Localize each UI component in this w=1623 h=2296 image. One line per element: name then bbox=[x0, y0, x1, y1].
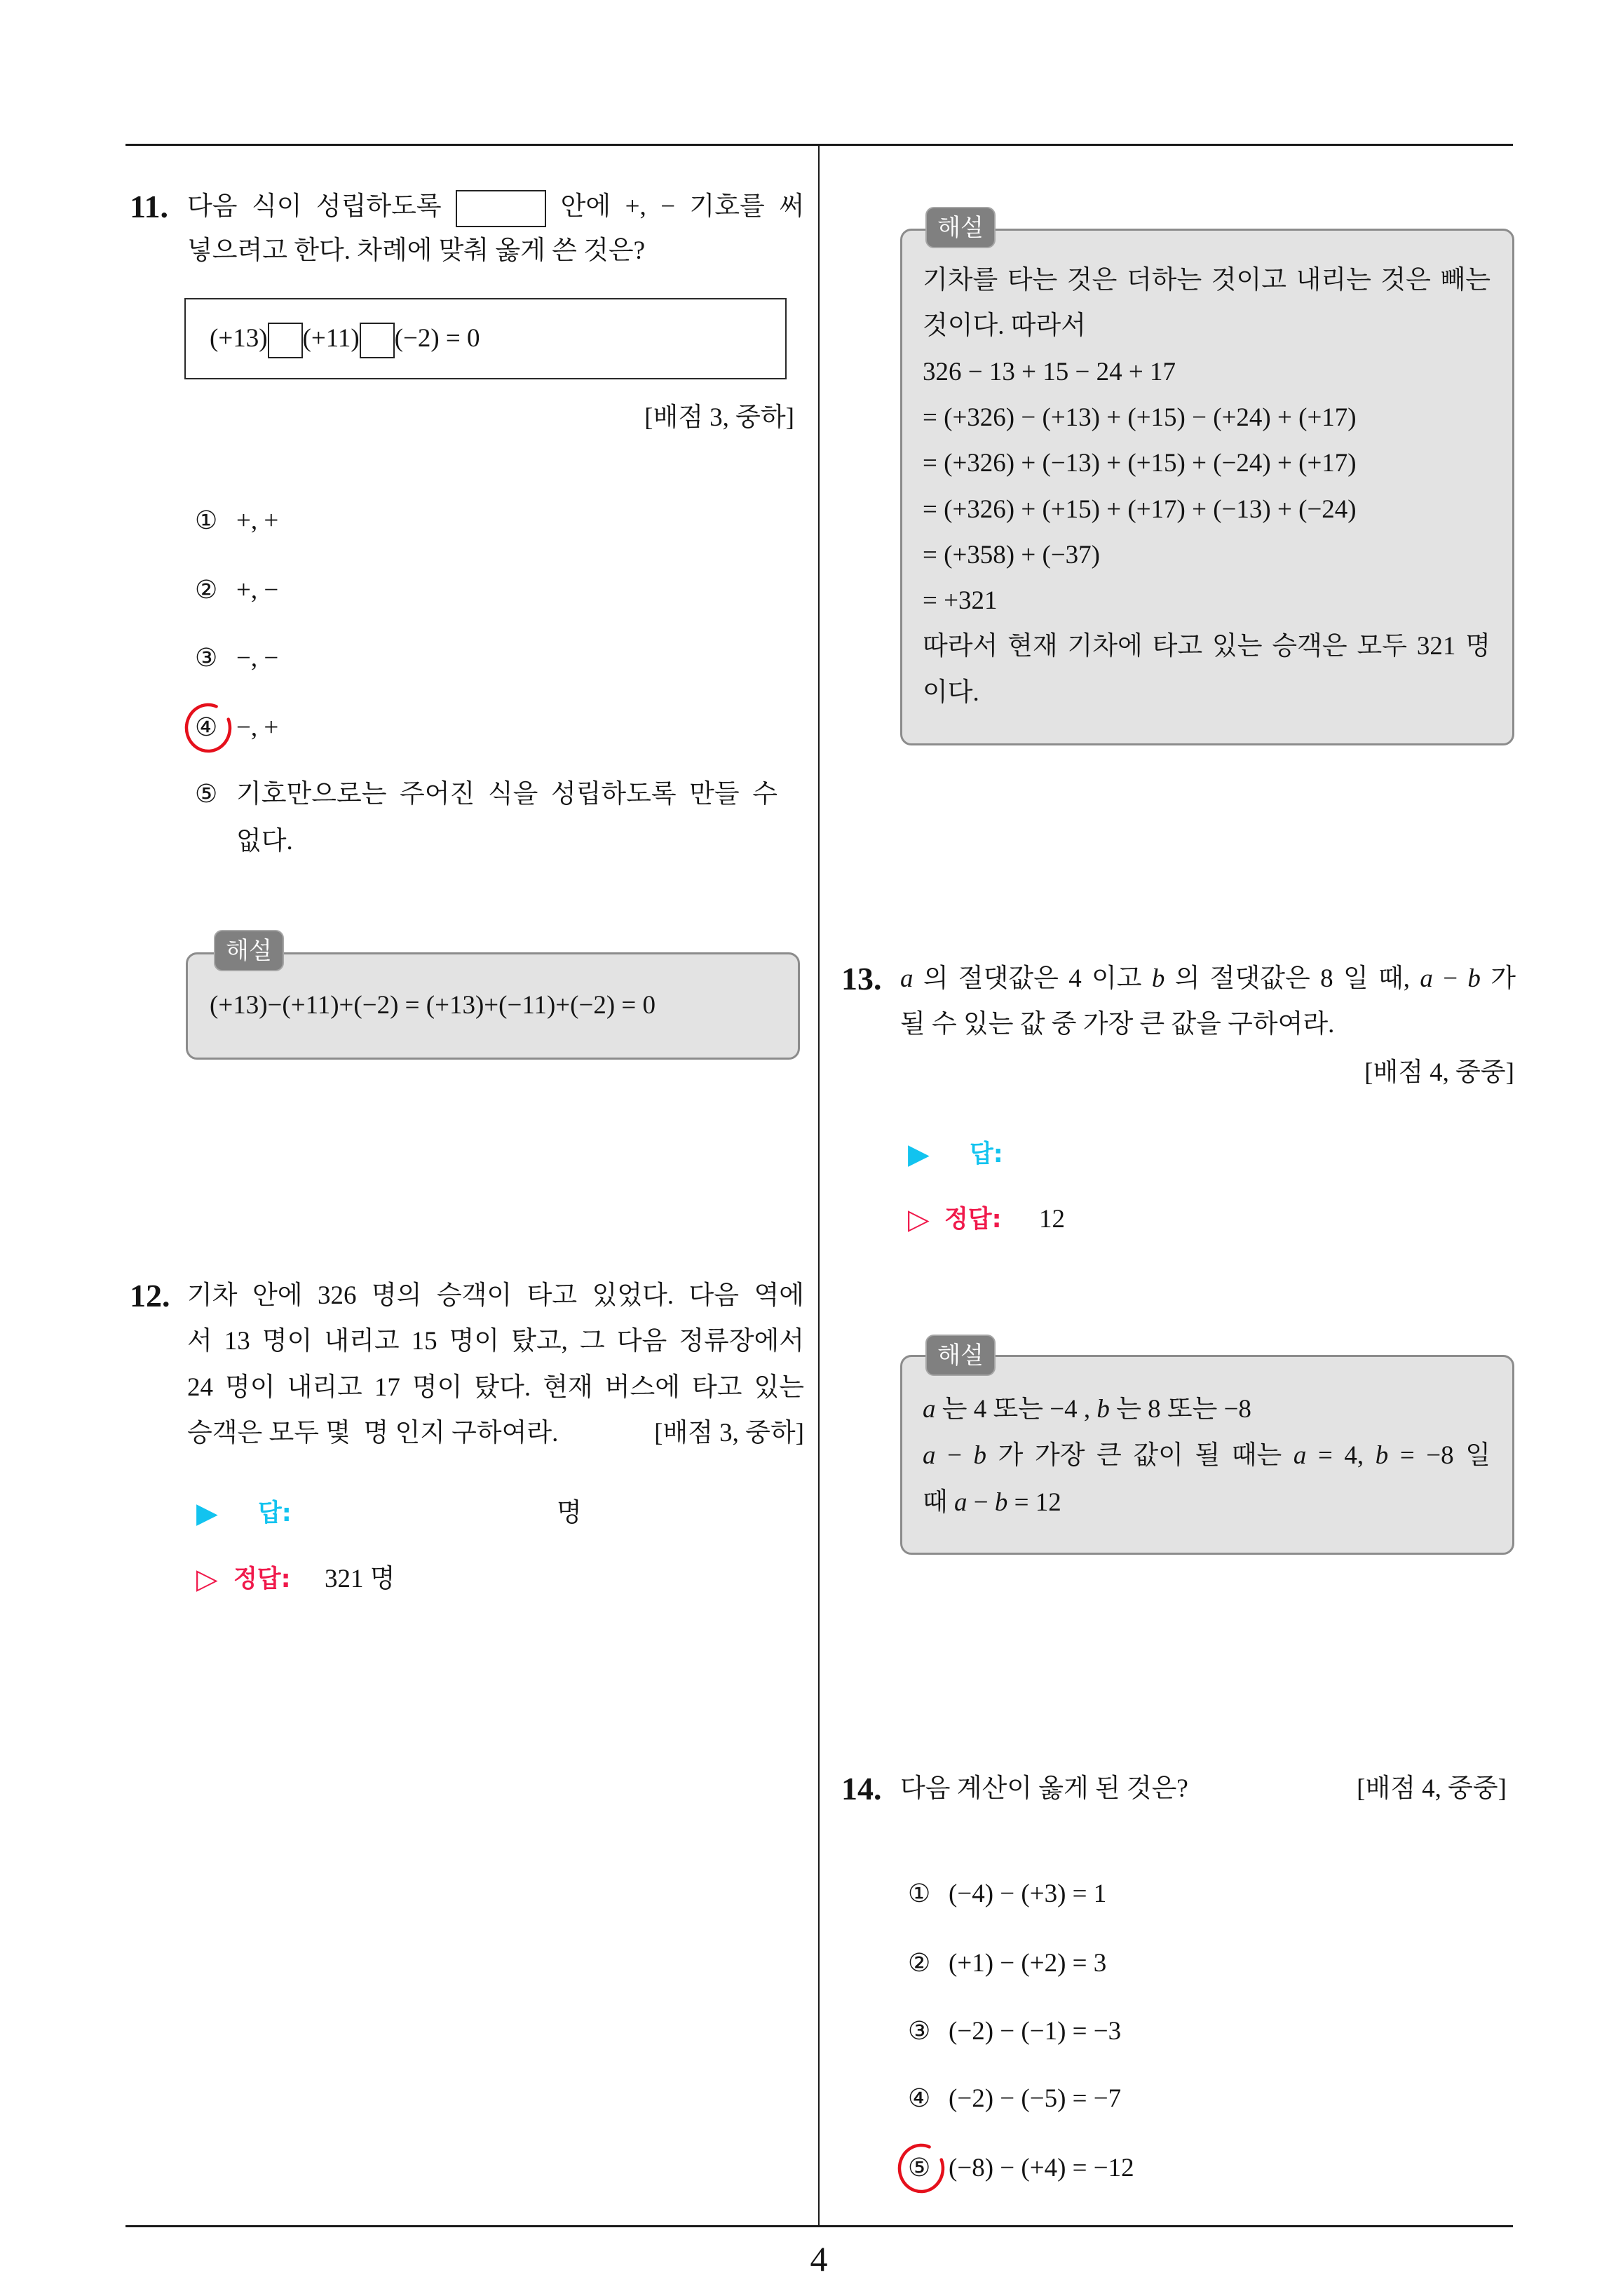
option-text: (+1) − (+2) = 3 bbox=[949, 1949, 1107, 1978]
expression-term: (+13) bbox=[210, 324, 268, 353]
question-stem-line: 될 수 있는 값 중 가장 큰 값을 구하여라. bbox=[900, 1010, 1335, 1039]
option-marker: ① bbox=[908, 1879, 931, 1908]
blank-box bbox=[456, 190, 546, 227]
question-number: 13. bbox=[841, 961, 882, 997]
correct-arrow-icon: ▷ bbox=[908, 1203, 930, 1236]
option-marker: ⑤ bbox=[908, 2154, 931, 2182]
option-text: −, − bbox=[236, 644, 279, 673]
answer-label: 답: bbox=[258, 1499, 292, 1527]
explanation-line: a − b 가 가장 큰 값이 될 때는 a = 4, b = −8 일 bbox=[923, 1441, 1490, 1470]
expression-box bbox=[184, 298, 787, 379]
option-marker: ③ bbox=[908, 2017, 931, 2046]
stem-text: 안에 +, − 기호를 써 bbox=[560, 192, 804, 221]
explanation-line: = (+326) + (+15) + (+17) + (−13) + (−24) bbox=[923, 495, 1357, 524]
option-text: (−2) − (−1) = −3 bbox=[949, 2017, 1122, 2046]
question-stem-line: 넣으려고 한다. 차례에 맞춰 옳게 쓴 것은? bbox=[187, 236, 646, 265]
math-variable: b bbox=[1096, 1395, 1110, 1424]
question-stem-line: 기차 안에 326 명의 승객이 타고 있었다. 다음 역에 bbox=[187, 1281, 804, 1310]
math-variable: a bbox=[923, 1395, 936, 1424]
question-stem-line: 24 명이 내리고 17 명이 탔다. 현재 버스에 타고 있는 bbox=[187, 1373, 804, 1402]
question-number: 12. bbox=[130, 1278, 170, 1314]
explanation-tab: 해설 bbox=[925, 1335, 996, 1376]
option-marker: ② bbox=[908, 1949, 931, 1978]
correct-answer-value: 12 bbox=[1039, 1205, 1065, 1234]
explanation-box bbox=[900, 1355, 1514, 1555]
score-label: [배점 3, 중하] bbox=[644, 403, 794, 432]
explanation-line: = (+326) − (+13) + (+15) − (+24) + (+17) bbox=[923, 403, 1357, 432]
question-stem-line: a 의 절댓값은 4 이고 b 의 절댓값은 8 일 때, a − b 가 bbox=[900, 964, 1516, 993]
explanation-line: 기차를 타는 것은 더하는 것이고 내리는 것은 빼는 bbox=[923, 266, 1490, 295]
explanation-line: 때 a − b = 12 bbox=[923, 1488, 1061, 1517]
option-marker: ④ bbox=[908, 2084, 931, 2113]
option-text: (−4) − (+3) = 1 bbox=[949, 1879, 1107, 1908]
question-number: 14. bbox=[841, 1771, 882, 1807]
answer-arrow-icon: ▶ bbox=[908, 1138, 930, 1170]
correct-answer-label: 정답: bbox=[944, 1206, 1002, 1234]
expression-term: (+11) bbox=[302, 324, 360, 353]
math-variable: a bbox=[954, 1488, 967, 1517]
explanation-box bbox=[900, 229, 1514, 745]
answer-arrow-icon: ▶ bbox=[196, 1497, 218, 1529]
correct-answer-value: 321 명 bbox=[325, 1565, 395, 1593]
option-text: 기호만으로는 주어진 식을 성립하도록 만들 수 bbox=[236, 780, 777, 809]
explanation-line: = +321 bbox=[923, 586, 998, 615]
option-text: +, + bbox=[236, 506, 279, 535]
explanation-tab: 해설 bbox=[925, 207, 996, 248]
math-variable: b bbox=[1375, 1441, 1389, 1470]
explanation-line: = (+358) + (−37) bbox=[923, 541, 1101, 569]
question-stem-line: 승객은 모두 몇 명 인지 구하여라. bbox=[187, 1419, 559, 1447]
explanation-line: 따라서 현재 기차에 타고 있는 승객은 모두 321 명 bbox=[923, 632, 1490, 661]
stem-text: 다음 식이 성립하도록 bbox=[187, 192, 442, 221]
score-label: [배점 4, 중중] bbox=[1364, 1058, 1514, 1087]
question-stem-line: 다음 계산이 옳게 된 것은? bbox=[900, 1774, 1188, 1803]
explanation-line: 것이다. 따라서 bbox=[923, 311, 1086, 340]
math-variable: a bbox=[1420, 964, 1433, 993]
expression-term: (−2) = 0 bbox=[394, 324, 480, 353]
option-marker: ⑤ bbox=[195, 780, 218, 809]
score-label: [배점 4, 중중] bbox=[1357, 1774, 1507, 1803]
option-text: −, + bbox=[236, 713, 279, 742]
column-divider bbox=[818, 144, 820, 2226]
answer-unit: 명 bbox=[557, 1499, 582, 1527]
correct-arrow-icon: ▷ bbox=[196, 1563, 218, 1595]
option-text: (−2) − (−5) = −7 bbox=[949, 2084, 1122, 2113]
bottom-rule bbox=[125, 2225, 1513, 2227]
blank-box bbox=[360, 323, 395, 358]
option-marker: ③ bbox=[195, 644, 218, 673]
correct-answer-label: 정답: bbox=[233, 1565, 291, 1593]
option-text: +, − bbox=[236, 576, 279, 605]
explanation-line: (+13)−(+11)+(−2) = (+13)+(−11)+(−2) = 0 bbox=[210, 991, 656, 1020]
explanation-line: 326 − 13 + 15 − 24 + 17 bbox=[923, 358, 1176, 386]
explanation-line: = (+326) + (−13) + (+15) + (−24) + (+17) bbox=[923, 449, 1357, 478]
page-number: 4 bbox=[810, 2239, 828, 2278]
explanation-line: 이다. bbox=[923, 678, 979, 707]
math-variable: b bbox=[1467, 964, 1481, 993]
math-variable: b bbox=[994, 1488, 1008, 1517]
option-marker: ① bbox=[195, 506, 218, 535]
math-variable: b bbox=[973, 1441, 987, 1470]
option-text: (−8) − (+4) = −12 bbox=[949, 2154, 1134, 2182]
question-stem-line bbox=[187, 184, 804, 229]
math-variable: a bbox=[900, 964, 914, 993]
answer-label: 답: bbox=[970, 1140, 1003, 1168]
option-marker: ④ bbox=[195, 713, 218, 742]
score-label: [배점 3, 중하] bbox=[654, 1419, 804, 1447]
option-marker: ② bbox=[195, 576, 218, 605]
math-variable: a bbox=[923, 1441, 936, 1470]
math-variable: b bbox=[1151, 964, 1165, 993]
explanation-line: a 는 4 또는 −4 , b 는 8 또는 −8 bbox=[923, 1395, 1251, 1424]
option-text: 없다. bbox=[236, 827, 293, 856]
question-number: 11. bbox=[130, 189, 168, 224]
question-stem-line: 서 13 명이 내리고 15 명이 탔고, 그 다음 정류장에서 bbox=[187, 1327, 804, 1356]
explanation-tab: 해설 bbox=[214, 930, 284, 971]
blank-box bbox=[268, 323, 303, 358]
math-variable: a bbox=[1293, 1441, 1307, 1470]
